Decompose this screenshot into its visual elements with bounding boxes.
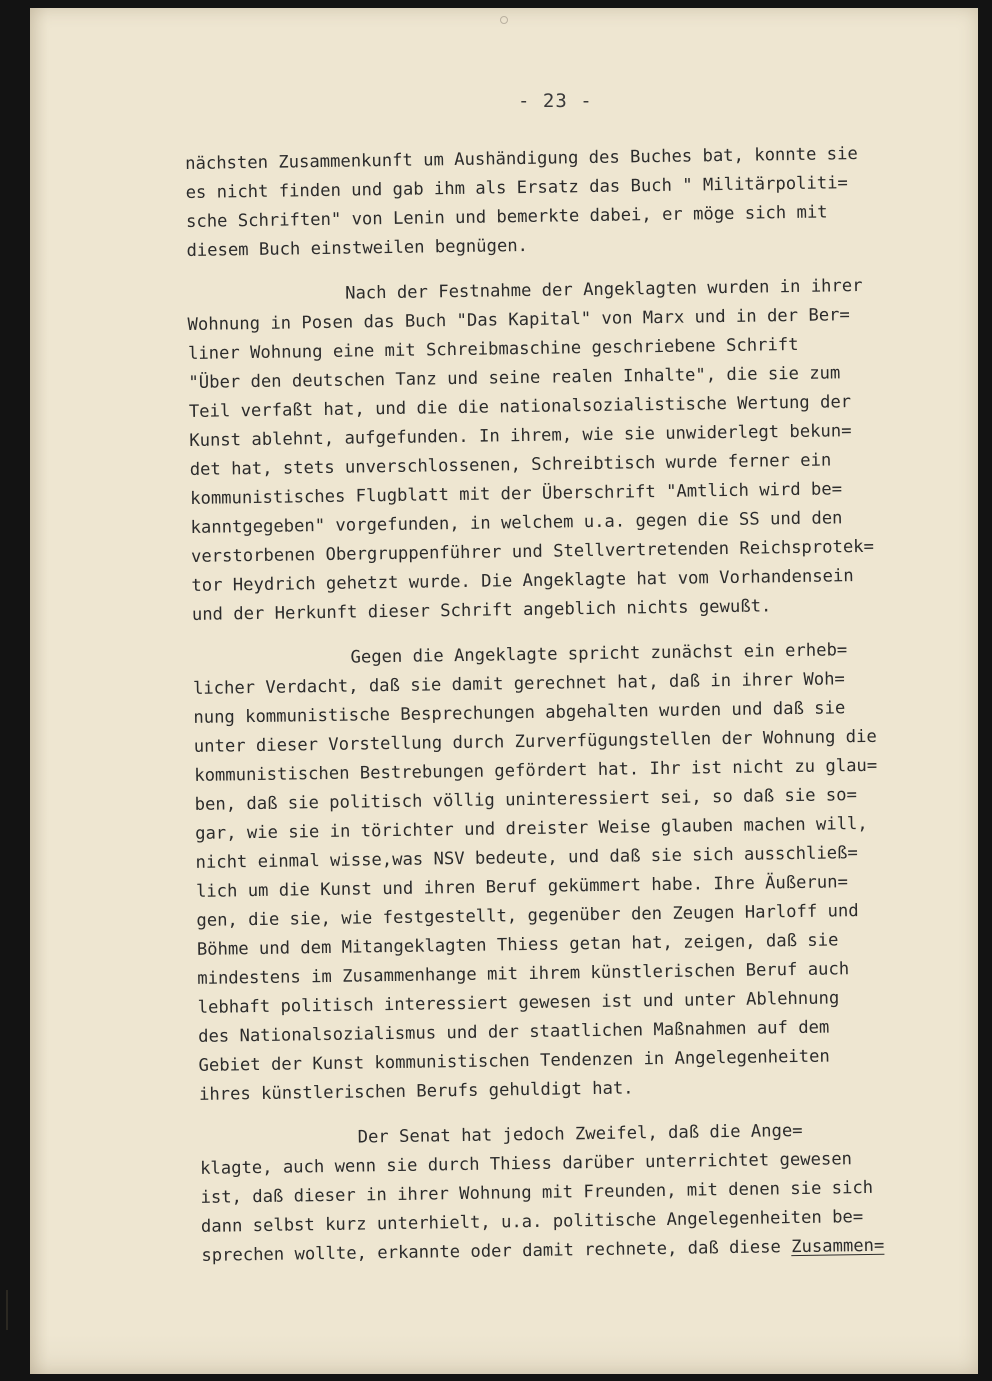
paragraph: [192, 634, 981, 1110]
text-line: klagte, auch wenn sie durch Thiess darüber unterrichtet gewesen: [199, 1149, 853, 1179]
paragraph: [187, 270, 974, 630]
text-line: gen, die sie, wie festgestellt, gegenüber den Zeugen Harloff und: [196, 901, 859, 931]
text-line: nung kommunistische Besprechungen abgehalten wurden und daß sie: [193, 698, 846, 728]
text-line: sche Schriften" von Lenin und bemerkte dabei, er möge sich mit: [185, 202, 828, 232]
punch-hole-mark: [500, 16, 508, 24]
page-number: - 23 -: [518, 90, 593, 112]
text-line: Kunst ablehnt, aufgefunden. In ihrem, wie sie unwiderlegt bekun=: [189, 421, 852, 451]
text-line: "Über den deutschen Tanz und seine realen Inhalte", die sie zum: [188, 363, 841, 393]
text-line: Der Senat hat jedoch Zweifel, daß die Ange=: [357, 1120, 803, 1148]
text-line: Wohnung in Posen das Buch "Das Kapital" von Marx und in der Ber=: [187, 305, 850, 335]
text-line: kanntgegeben" vorgefunden, in welchem u.a. gegen die SS und den: [190, 508, 843, 538]
text-line: ihres künstlerischen Berufs gehuldigt hat.: [198, 1078, 634, 1105]
catchword: Zusammen=: [791, 1235, 885, 1258]
text-line: ist, daß dieser in ihrer Wohnung mit Freunden, mit denen sie sich: [200, 1177, 874, 1208]
text-line: unter dieser Vorstellung durch Zurverfügungstellen der Wohnung die: [193, 726, 877, 757]
text-line: und der Herkunft dieser Schrift angeblich nichts gewußt.: [191, 596, 772, 625]
text-line: mindestens im Zusammenhange mit ihrem künstlerischen Beruf auch: [197, 959, 850, 989]
text-line: kommunistisches Flugblatt mit der Überschrift "Amtlich wird be=: [190, 479, 843, 509]
text-line: Gegen die Angeklagte spricht zunächst ein erheb=: [350, 640, 848, 668]
paper-sheet: [30, 8, 978, 1374]
text-line: sprechen wollte, erkannte oder damit rechnete, daß diese Zusammen=: [201, 1235, 885, 1266]
text-line: Böhme und dem Mitangeklagten Thiess getan hat, zeigen, daß sie: [196, 930, 839, 960]
text-line: nächsten Zusammenkunft um Aushändigung des Buches bat, konnte sie: [185, 144, 858, 174]
text-line: det hat, stets unverschlossenen, Schreibtisch wurde ferner ein: [189, 450, 832, 480]
text-line: des Nationalsozialismus und der staatlichen Maßnahmen auf dem: [198, 1017, 830, 1047]
text-line: lich um die Kunst und ihren Beruf gekümmert habe. Ihre Äußerun=: [195, 872, 849, 902]
paragraph: [185, 138, 969, 266]
text-line: lebhaft politisch interessiert gewesen ist und unter Ablehnung: [197, 988, 840, 1018]
text-line: tor Heydrich gehetzt wurde. Die Angeklagte hat vom Vorhandensein: [191, 566, 854, 596]
text-line: Teil verfaßt hat, und die die nationalsozialistische Wertung der: [188, 392, 852, 422]
paragraph: [199, 1114, 983, 1271]
text-line: Nach der Festnahme der Angeklagten wurden in ihrer: [345, 275, 863, 304]
text-line: ben, daß sie politisch völlig uninteressiert sei, so daß sie so=: [194, 785, 858, 815]
text-line: es nicht finden und gab ihm als Ersatz das Buch " Militärpoliti=: [185, 173, 848, 203]
text-line: licher Verdacht, daß sie damit gerechnet hat, daß in ihrer Woh=: [192, 669, 845, 699]
text-line: dann selbst kurz unterhielt, u.a. politische Angelegenheiten be=: [200, 1207, 864, 1237]
typed-body-text: [185, 138, 984, 1270]
text-line: nicht einmal wisse,was NSV bedeute, und daß sie sich ausschließ=: [195, 843, 858, 873]
text-line: gar, wie sie in törichter und dreister Weise glauben machen will,: [194, 813, 868, 844]
text-line: diesem Buch einstweilen begnügen.: [186, 235, 529, 261]
edge-scratch: [6, 1290, 8, 1330]
text-line: kommunistischen Bestrebungen gefördert hat. Ihr ist nicht zu glau=: [194, 755, 878, 786]
text-line: verstorbenen Obergruppenführer und Stellvertretenden Reichsprotek=: [190, 536, 875, 567]
text-line: Gebiet der Kunst kommunistischen Tendenzen in Angelegenheiten: [198, 1046, 830, 1076]
text-line: liner Wohnung eine mit Schreibmaschine geschriebene Schrift: [187, 334, 799, 364]
